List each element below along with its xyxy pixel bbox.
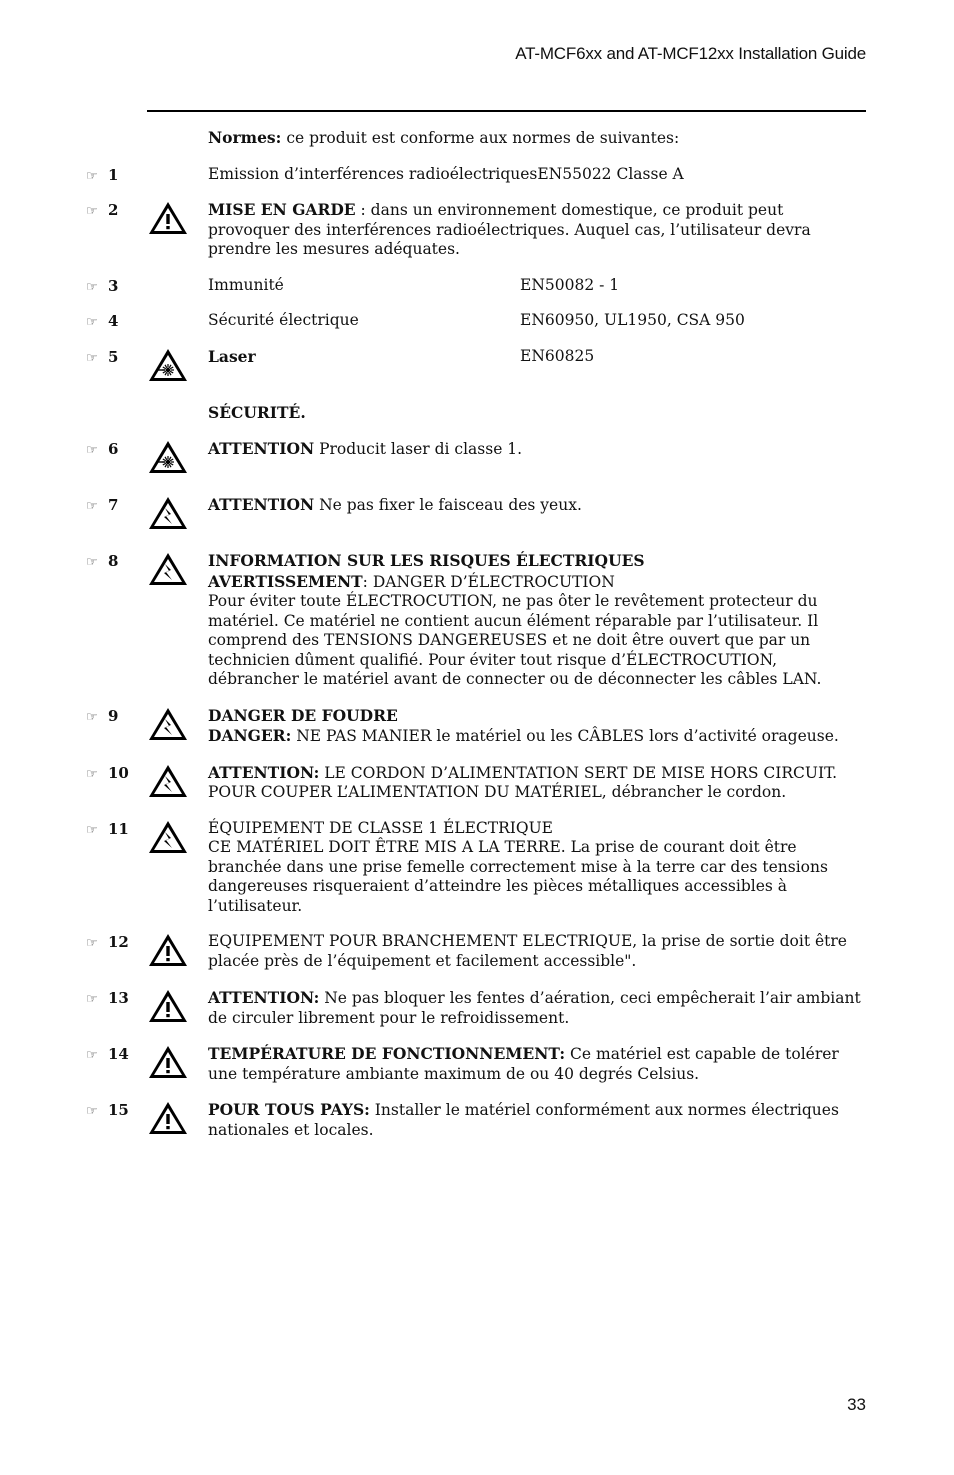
pointing-hand-icon: ☞ <box>86 709 98 725</box>
list-item <box>0 439 954 479</box>
item-text: EQUIPEMENT POUR BRANCHEMENT ELECTRIQUE, la prise de sortie doit être placée près de l’équipement et facilement accessible". <box>208 932 847 970</box>
electric-icon <box>147 819 189 855</box>
electric-icon <box>147 495 189 531</box>
item-text: DANGER DE FOUDRE DANGER: NE PAS MANIER le matériel ou les CÂBLES lors d’activité orageuse. <box>208 705 839 745</box>
item-text: INFORMATION SUR LES RISQUES ÉLECTRIQUES AVERTISSEMENT: DANGER D’ÉLECTROCUTION Pour éviter toute ÉLECTROCUTION, ne pas ôter le revêtement protecteur du matériel. Ce matériel ne contient aucun élément réparable par l’utilisateur. Il comprend des TENSIONS DANGEREUSES et ne doit être ouvert que par un technicien dûment qualifié. Pour éviter tout risque d’ÉLECTROCUTION, débrancher le matériel avant de connecter ou de déconnecter les câbles LAN. <box>208 551 822 688</box>
pointing-hand-icon: ☞ <box>86 555 98 570</box>
item-number: ☞ 5 <box>86 347 119 366</box>
list-item <box>0 276 954 296</box>
item-number: ☞ 4 <box>86 312 119 330</box>
list-item <box>0 200 954 260</box>
laser-icon <box>147 347 189 383</box>
page-number: 33 <box>847 1395 866 1414</box>
pointing-hand-icon: ☞ <box>86 204 98 219</box>
list-item <box>0 311 954 331</box>
item-text: POUR TOUS PAYS: Installer le matériel conformément aux normes électriques nationales et locales. <box>208 1100 839 1139</box>
warning-icon <box>147 200 189 236</box>
pointing-hand-icon: ☞ <box>86 766 98 782</box>
item-standard: EN60825 <box>520 346 595 365</box>
item-number: ☞ 1 <box>86 165 119 184</box>
list-item <box>0 706 954 747</box>
pointing-hand-icon: ☞ <box>86 350 98 366</box>
pointing-hand-icon: ☞ <box>86 1104 98 1119</box>
pointing-hand-icon: ☞ <box>86 279 98 295</box>
item-text: ÉQUIPEMENT DE CLASSE 1 ÉLECTRIQUE CE MATÉRIEL DOIT ÊTRE MIS A LA TERRE. La prise de courant doit être branchée dans une prise femelle correctement mise à la terre car des tensions dangereuses risqueraient d’atteindre les pièces métalliques accessibles à l’utilisateur. <box>208 818 828 915</box>
pointing-hand-icon: ☞ <box>86 168 98 184</box>
list-item <box>0 495 954 535</box>
warning-icon <box>147 988 189 1024</box>
item-text: Immunité <box>208 275 284 294</box>
header-rule <box>147 110 866 112</box>
item-text: ATTENTION: Ne pas bloquer les fentes d’aération, ceci empêcherait l’air ambiant de circuler librement pour le refroidissement. <box>208 988 861 1027</box>
list-item <box>0 1100 954 1140</box>
list-item <box>0 403 954 424</box>
pointing-hand-icon: ☞ <box>86 443 98 458</box>
item-standard: EN50082 - 1 <box>520 275 620 294</box>
item-text: ATTENTION: LE CORDON D’ALIMENTATION SERT DE MISE HORS CIRCUIT. POUR COUPER L’ALIMENTATION DU MATÉRIEL, débrancher le cordon. <box>208 762 838 801</box>
pointing-hand-icon: ☞ <box>86 822 98 838</box>
electric-icon <box>147 706 189 742</box>
safety-list <box>0 128 954 1156</box>
item-text: ATTENTION Ne pas fixer le faisceau des yeux. <box>208 495 582 514</box>
item-standard: EN60950, UL1950, CSA 950 <box>520 311 745 329</box>
list-item <box>0 347 954 387</box>
intro-bold: Normes: <box>208 128 282 147</box>
item-number: ☞ 9 <box>86 706 119 725</box>
pointing-hand-icon: ☞ <box>86 315 98 330</box>
list-item <box>0 551 954 690</box>
list-item <box>0 763 954 803</box>
list-item <box>0 988 954 1028</box>
intro-text: ce produit est conforme aux normes de suivantes: <box>281 129 680 147</box>
list-item <box>0 819 954 917</box>
electric-icon <box>147 763 189 799</box>
item-number: ☞ 13 <box>86 989 129 1007</box>
item-text: Emission d’interférences radioélectriquesEN55022 Classe A <box>208 164 684 183</box>
item-number: ☞ 2 <box>86 201 119 219</box>
item-text: Sécurité électrique <box>208 311 359 329</box>
list-item <box>0 1044 954 1084</box>
warning-icon <box>147 1044 189 1080</box>
item-text: ATTENTION Producit laser di classe 1. <box>208 439 523 458</box>
item-number: ☞ 11 <box>86 819 129 838</box>
item-number: ☞ 15 <box>86 1101 129 1119</box>
item-number: ☞ 7 <box>86 496 119 514</box>
pointing-hand-icon: ☞ <box>86 1048 98 1063</box>
item-number: ☞ 12 <box>86 933 129 951</box>
pointing-hand-icon: ☞ <box>86 936 98 951</box>
item-text: TEMPÉRATURE DE FONCTIONNEMENT: Ce matériel est capable de tolérer une température ambiante maximum de ou 40 degrés Celsius. <box>208 1044 839 1083</box>
item-number: ☞ 10 <box>86 763 129 782</box>
item-number: ☞ 14 <box>86 1045 129 1063</box>
item-number: ☞ 6 <box>86 440 119 458</box>
pointing-hand-icon: ☞ <box>86 992 98 1007</box>
item-text: SÉCURITÉ. <box>208 402 306 422</box>
warning-icon <box>147 1100 189 1136</box>
pointing-hand-icon: ☞ <box>86 499 98 514</box>
intro-row <box>0 128 954 149</box>
item-text: Laser <box>208 346 256 366</box>
laser-icon <box>147 439 189 475</box>
item-number: ☞ 3 <box>86 276 119 295</box>
item-text: MISE EN GARDE : dans un environnement domestique, ce produit peut provoquer des interférences radioélectriques. Auquel cas, l’utilisateur devra prendre les mesures adéquates. <box>208 200 811 258</box>
electric-icon <box>147 551 189 587</box>
list-item <box>0 932 954 972</box>
page-header: AT-MCF6xx and AT-MCF12xx Installation Guide <box>515 44 866 63</box>
warning-icon <box>147 932 189 968</box>
list-item <box>0 165 954 185</box>
item-number: ☞ 8 <box>86 552 119 570</box>
